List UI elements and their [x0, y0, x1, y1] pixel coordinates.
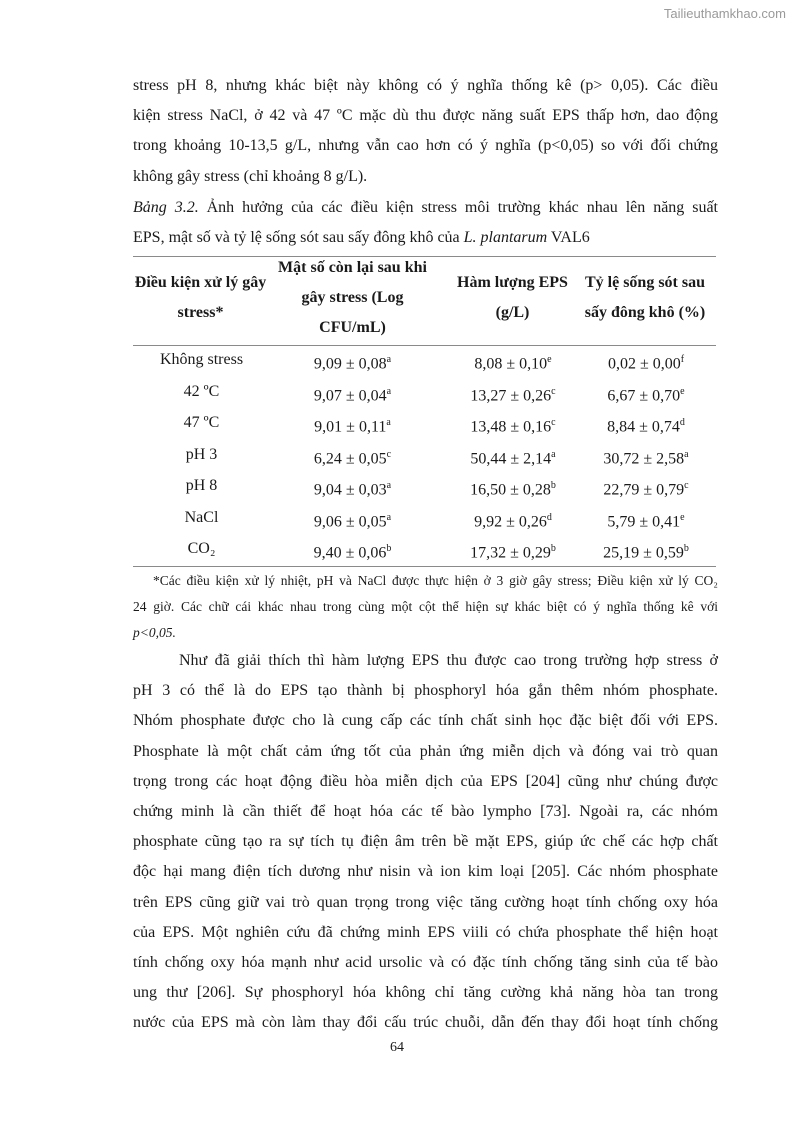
text-line: nước của EPS mà còn làm thay đổi cấu trúc chuỗi, dẫn đến thay đổi hoạt tính chống: [133, 1014, 718, 1032]
cell-value: Không stress: [159, 351, 244, 368]
text-line: Nhóm phosphate được cho là cung cấp các tính chất sinh học đặc biệt đối với EPS.: [133, 712, 718, 730]
table-cell: [576, 534, 716, 568]
caption-line: [133, 193, 718, 223]
footnote-line: *Các điều kiện xử lý nhiệt, pH và NaCl được thực hiện ở 3 giờ gây stress; Điều kiện xử lý CO₂: [153, 573, 718, 588]
paragraph-discussion: [133, 646, 718, 1039]
cell-value: 17,32 ± 0,29: [470, 544, 551, 562]
cell-value: 47 ºC: [183, 414, 220, 431]
text-line: trên EPS cũng giữ vai trò quan trọng trong việc tăng cường hoạt tính chống oxy hóa: [133, 893, 718, 911]
text-line: tính chống oxy hóa mạnh như acid ursolic và có đặc tính chống tăng sinh của tế bào: [133, 954, 718, 972]
text-line: stress pH 8, nhưng khác biệt này không có ý nghĩa thống kê (p> 0,05). Các điều: [133, 77, 718, 94]
cell-value: 9,09 ± 0,08: [313, 355, 387, 373]
table-header-condition: Điều kiện xử lý gây stress*: [134, 274, 267, 321]
table-cell: [133, 345, 270, 375]
text-line: độc hại mang điện tích dương như nisin và ion kim loại [205]. Các nhóm phosphate: [133, 863, 718, 881]
significance-letter: c: [684, 480, 689, 491]
cell-value: pH 3: [185, 445, 218, 463]
text-line: kiện stress NaCl, ở 42 và 47 ºC mặc dù thu được năng suất EPS thấp hơn, dao động: [133, 107, 718, 125]
watermark: Tailieuthamkhao.com: [663, 6, 786, 21]
table-header-density: Mật số còn lại sau khi gây stress (Log CFU/mL): [278, 259, 427, 336]
table-cell: [133, 377, 270, 407]
cell-value: 6,67 ± 0,70: [607, 386, 681, 404]
table-cell: [133, 534, 270, 564]
cell-value: 30,72 ± 2,58: [603, 449, 685, 467]
text-line: Như đã giải thích thì hàm lượng EPS thu được cao trong trường hợp stress ở: [179, 652, 718, 669]
significance-letter: b: [550, 480, 556, 491]
significance-letter: c: [386, 448, 392, 460]
caption-label: Bảng 3.2.: [133, 199, 199, 216]
significance-letter: a: [386, 480, 392, 491]
text-line: của EPS. Một nghiên cứu đã chứng minh EPS viili có chứa phosphate thể hiện hoạt: [133, 923, 718, 941]
table-row: [133, 408, 716, 438]
table-cell: [133, 440, 270, 470]
text-line: chứng minh là cần thiết để hoạt hóa các tế bào lympho [73]. Ngoài ra, các nhóm: [133, 803, 718, 821]
significance-letter: a: [386, 511, 392, 523]
cell-value: 6,24 ± 0,05: [313, 449, 387, 467]
paragraph-intro: [133, 71, 718, 192]
table-row: [133, 377, 716, 407]
table-cell: [270, 471, 435, 505]
table-footnote: [133, 568, 718, 646]
table-cell: [576, 345, 716, 379]
table-cell: [270, 440, 435, 474]
text-line: phosphate cũng tạo ra sự tích tụ điện âm trên bề mặt EPS, giúp ức chế các hợp chất: [133, 833, 718, 851]
table-cell: [270, 408, 435, 442]
cell-value: pH 8: [185, 477, 218, 494]
significance-letter: e: [680, 385, 685, 397]
cell-value: 5,79 ± 0,41: [607, 512, 681, 530]
significance-letter: c: [551, 385, 556, 397]
cell-value: 13,48 ± 0,16: [470, 418, 552, 436]
cell-value: 50,44 ± 2,14: [470, 449, 552, 467]
table-header-eps: Hàm lượng EPS (g/L): [457, 274, 568, 321]
table-cell: [270, 345, 435, 379]
significance-letter: a: [551, 448, 556, 460]
table-row: [133, 503, 716, 533]
text-line: trọng trong các hoạt động điều hòa miễn dịch của EPS [204] cũng như chúng được: [133, 772, 718, 790]
cell-value: 9,01 ± 0,11: [314, 418, 387, 436]
table-row: [133, 440, 716, 470]
cell-value: 9,40 ± 0,06: [313, 544, 387, 562]
significance-letter: a: [386, 385, 392, 397]
cell-value: 16,50 ± 0,28: [470, 481, 551, 499]
cell-value: 13,27 ± 0,26: [470, 386, 552, 404]
table-row: [133, 345, 716, 375]
significance-letter: e: [680, 511, 685, 523]
table-row: [133, 534, 716, 564]
significance-letter: b: [683, 543, 689, 554]
text-line: không gây stress (chỉ khoảng 8 g/L).: [133, 167, 368, 185]
significance-letter: b: [550, 543, 556, 554]
caption-strain: VAL6: [547, 229, 590, 247]
text-line: pH 3 có thể là do EPS tạo thành bị phosphoryl hóa gắn thêm nhóm phosphate.: [133, 682, 718, 700]
table-cell: [443, 377, 583, 411]
significance-letter: b: [386, 543, 392, 554]
table-cell: [133, 408, 270, 438]
cell-value: 9,92 ± 0,26: [474, 512, 547, 530]
cell-value: 22,79 ± 0,79: [603, 481, 685, 499]
cell-value: 25,19 ± 0,59: [603, 544, 684, 562]
significance-letter: d: [546, 511, 552, 523]
significance-letter: a: [386, 354, 392, 365]
caption-text: EPS, mật số và tỷ lệ sống sót sau sấy đông khô của: [133, 229, 464, 247]
cell-value: 8,08 ± 0,10: [474, 355, 548, 373]
significance-letter: f: [680, 354, 685, 365]
table-cell: [576, 377, 716, 411]
cell-value: 9,04 ± 0,03: [313, 481, 387, 499]
table-row: [133, 471, 716, 501]
caption-text: Ảnh hưởng của các điều kiện stress môi trường khác nhau lên năng suất: [198, 199, 718, 216]
cell-value: NaCl: [184, 508, 219, 526]
cell-value: 8,84 ± 0,74: [607, 418, 680, 436]
table-cell: [270, 503, 435, 537]
text-line: ung thư [206]. Sự phosphoryl hóa không chỉ tăng cường khả năng hòa tan trong: [133, 984, 718, 1002]
significance-letter: a: [386, 417, 391, 428]
table-cell: [443, 534, 583, 568]
table-cell: [133, 503, 270, 533]
footnote-pvalue: p<0,05.: [133, 625, 176, 640]
table-cell: [443, 471, 583, 505]
table-caption: [133, 193, 718, 253]
table-cell: [443, 408, 583, 442]
table-cell: [576, 503, 716, 537]
significance-letter: c: [551, 417, 556, 428]
cell-value: 9,07 ± 0,04: [313, 386, 387, 404]
table-cell: [443, 503, 583, 537]
cell-value: 42 ºC: [183, 382, 220, 400]
footnote-line: 24 giờ. Các chữ cái khác nhau trong cùng một cột thể hiện sự khác biệt có ý nghĩa thống kê với: [133, 599, 718, 614]
significance-letter: d: [679, 417, 685, 428]
table-cell: [576, 440, 716, 474]
cell-value: 0,02 ± 0,00: [607, 355, 681, 373]
significance-letter: a: [684, 448, 689, 460]
table-cell: [576, 471, 716, 505]
table-cell: [576, 408, 716, 442]
text-line: trong khoảng 10-13,5 g/L, nhưng vẫn cao hơn có ý nghĩa (p<0,05) so với đối chứng: [133, 137, 718, 155]
cell-value: CO₂: [187, 540, 216, 557]
caption-species: L. plantarum: [463, 229, 548, 247]
text-line: Phosphate là một chất cảm ứng tốt của phản ứng miễn dịch và đóng vai trò quan: [133, 742, 718, 760]
table-cell: [270, 377, 435, 411]
table-cell: [270, 534, 435, 568]
page-number: 64: [390, 1040, 404, 1055]
cell-value: 9,06 ± 0,05: [313, 512, 387, 530]
table-cell: [133, 471, 270, 501]
footnote-line: [133, 620, 718, 646]
significance-letter: e: [547, 354, 552, 365]
table-header-survival: Tỷ lệ sống sót sau sấy đông khô (%): [584, 274, 706, 321]
table-cell: [443, 440, 583, 474]
caption-line: [133, 223, 718, 253]
table-rule-bottom: [133, 566, 716, 567]
table-cell: [443, 345, 583, 379]
